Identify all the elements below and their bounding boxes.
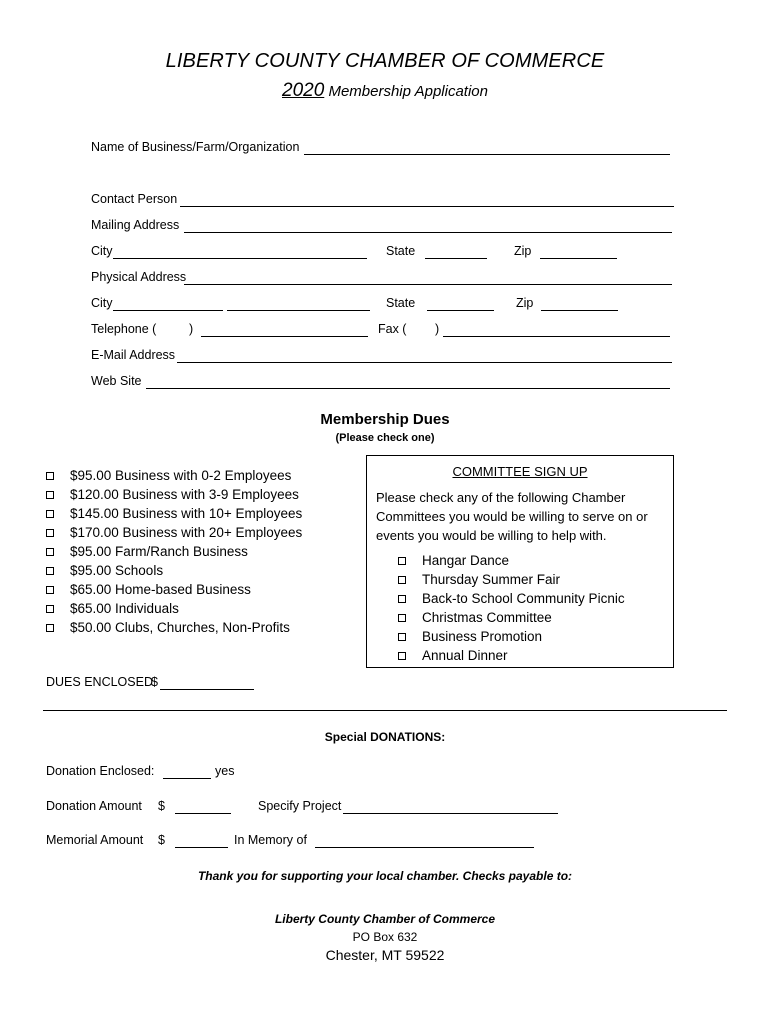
- committee-signup-box: [366, 455, 674, 668]
- checkbox-icon[interactable]: [46, 567, 54, 575]
- mailing-address-field[interactable]: [184, 232, 672, 233]
- donation-amount-field[interactable]: [175, 813, 231, 814]
- physical-city-field-extra[interactable]: [227, 310, 370, 311]
- donation-amount-currency: $: [158, 799, 165, 813]
- physical-city-field[interactable]: [113, 310, 223, 311]
- committee-item[interactable]: Thursday Summer Fair: [398, 570, 673, 589]
- checkbox-icon[interactable]: [46, 624, 54, 632]
- payable-city-state: Chester, MT 59522: [325, 947, 445, 963]
- contact-person-field[interactable]: [180, 206, 674, 207]
- dues-option[interactable]: $95.00 Schools: [46, 561, 302, 580]
- membership-dues-note: (Please check one): [335, 432, 435, 444]
- mailing-zip-field[interactable]: [540, 258, 617, 259]
- payable-org: Liberty County Chamber of Commerce: [274, 912, 496, 926]
- form-title: LIBERTY COUNTY CHAMBER OF COMMERCE: [165, 50, 605, 72]
- business-name-field[interactable]: [304, 154, 670, 155]
- checkbox-icon[interactable]: [46, 605, 54, 613]
- telephone-paren-close: ): [189, 322, 194, 336]
- dues-option[interactable]: $120.00 Business with 3-9 Employees: [46, 485, 302, 504]
- checkbox-icon[interactable]: [46, 510, 54, 518]
- contact-person-label: Contact Person: [91, 192, 178, 206]
- telephone-field[interactable]: [201, 336, 368, 337]
- in-memory-field[interactable]: [315, 847, 534, 848]
- physical-city-label: City: [91, 296, 113, 310]
- donations-heading: Special DONATIONS:: [324, 730, 446, 744]
- memorial-amount-field[interactable]: [175, 847, 228, 848]
- form-year: 2020: [282, 80, 325, 101]
- donation-enclosed-yes: yes: [215, 764, 235, 778]
- memorial-amount-currency: $: [158, 833, 165, 847]
- donation-enclosed-field[interactable]: [163, 778, 211, 779]
- dues-option[interactable]: $95.00 Business with 0-2 Employees: [46, 466, 302, 485]
- dues-option[interactable]: $145.00 Business with 10+ Employees: [46, 504, 302, 523]
- in-memory-label: In Memory of: [234, 833, 307, 847]
- committee-item[interactable]: Back-to School Community Picnic: [398, 589, 673, 608]
- physical-zip-label: Zip: [516, 296, 534, 310]
- website-field[interactable]: [146, 388, 670, 389]
- business-name-label: Name of Business/Farm/Organization: [91, 140, 300, 154]
- checkbox-icon[interactable]: [46, 586, 54, 594]
- checkbox-icon[interactable]: [46, 548, 54, 556]
- committee-intro: Please check any of the following Chamber Committees you would be willing to serve on or events you would be willing to help with.: [376, 490, 648, 543]
- donation-enclosed-label: Donation Enclosed:: [46, 764, 155, 778]
- checkbox-icon[interactable]: [398, 576, 406, 584]
- physical-address-field[interactable]: [184, 284, 672, 285]
- specify-project-label: Specify Project: [258, 799, 342, 813]
- dues-option[interactable]: $65.00 Home-based Business: [46, 580, 302, 599]
- checkbox-icon[interactable]: [398, 595, 406, 603]
- mailing-state-label: State: [386, 244, 416, 258]
- dues-enclosed-label: DUES ENCLOSED: [46, 675, 153, 689]
- dues-option[interactable]: $95.00 Farm/Ranch Business: [46, 542, 302, 561]
- fax-field[interactable]: [443, 336, 670, 337]
- dues-enclosed-field[interactable]: [160, 689, 254, 690]
- physical-address-label: Physical Address: [91, 270, 187, 284]
- form-subtitle-text: Membership Application: [328, 83, 488, 100]
- donation-amount-label: Donation Amount: [46, 799, 142, 813]
- physical-state-label: State: [386, 296, 416, 310]
- checkbox-icon[interactable]: [398, 557, 406, 565]
- membership-dues-heading: Membership Dues: [320, 411, 450, 428]
- email-field[interactable]: [177, 362, 672, 363]
- payable-po-box: PO Box 632: [352, 930, 418, 944]
- checkbox-icon[interactable]: [46, 529, 54, 537]
- mailing-state-field[interactable]: [425, 258, 487, 259]
- mailing-zip-label: Zip: [514, 244, 532, 258]
- specify-project-field[interactable]: [343, 813, 558, 814]
- committee-item[interactable]: Hangar Dance: [398, 551, 673, 570]
- dues-option[interactable]: $50.00 Clubs, Churches, Non-Profits: [46, 618, 302, 637]
- checkbox-icon[interactable]: [46, 472, 54, 480]
- section-divider: [43, 710, 727, 711]
- committee-item[interactable]: Business Promotion: [398, 627, 673, 646]
- email-label: E-Mail Address: [91, 348, 176, 362]
- form-subtitle: [0, 80, 770, 102]
- physical-state-field[interactable]: [427, 310, 494, 311]
- checkbox-icon[interactable]: [398, 633, 406, 641]
- mailing-address-label: Mailing Address: [91, 218, 180, 232]
- dues-options-list: [46, 466, 302, 637]
- website-label: Web Site: [91, 374, 142, 388]
- fax-label: Fax (: [378, 322, 407, 336]
- checkbox-icon[interactable]: [398, 614, 406, 622]
- dues-option[interactable]: $170.00 Business with 20+ Employees: [46, 523, 302, 542]
- mailing-city-label: City: [91, 244, 113, 258]
- checkbox-icon[interactable]: [398, 652, 406, 660]
- telephone-label: Telephone (: [91, 322, 157, 336]
- physical-zip-field[interactable]: [541, 310, 618, 311]
- dues-option[interactable]: $65.00 Individuals: [46, 599, 302, 618]
- memorial-amount-label: Memorial Amount: [46, 833, 144, 847]
- fax-paren-close: ): [435, 322, 440, 336]
- dues-currency: $: [151, 675, 158, 689]
- mailing-city-field[interactable]: [113, 258, 367, 259]
- committee-heading: COMMITTEE SIGN UP: [452, 464, 588, 479]
- thank-you-text: Thank you for supporting your local chamber. Checks payable to:: [197, 869, 573, 883]
- committee-item[interactable]: Annual Dinner: [398, 646, 673, 665]
- committee-item[interactable]: Christmas Committee: [398, 608, 673, 627]
- checkbox-icon[interactable]: [46, 491, 54, 499]
